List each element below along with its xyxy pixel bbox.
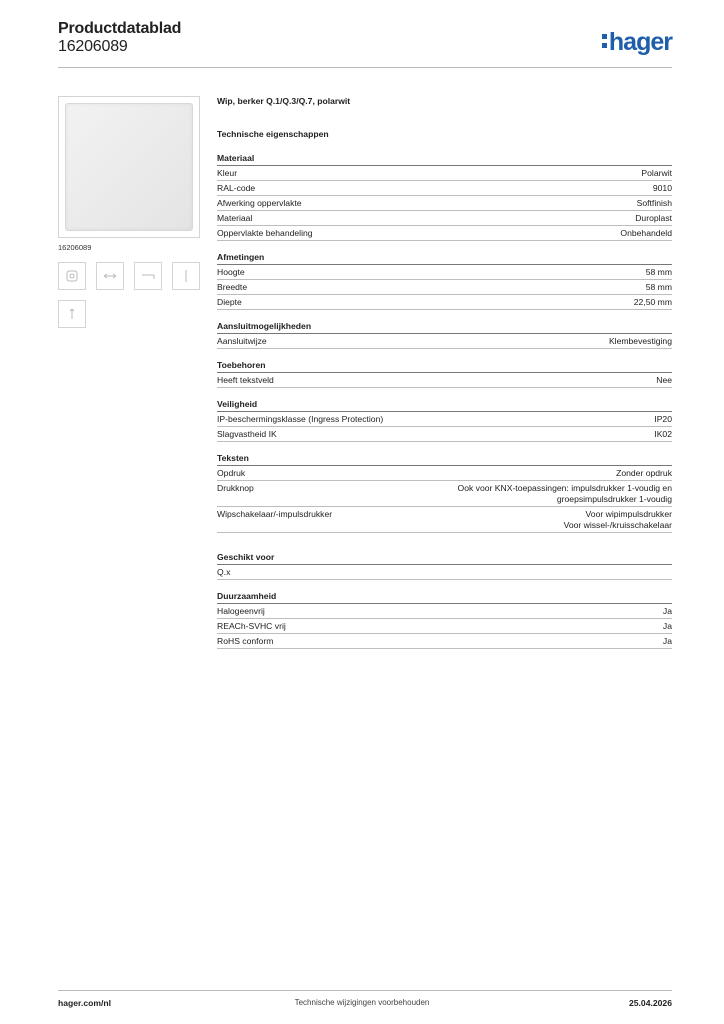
spec-row — [217, 166, 672, 181]
spec-row — [217, 565, 672, 580]
spec-section — [217, 360, 672, 388]
spec-label: Wipschakelaar/-impulsdrukker — [217, 509, 333, 519]
page-title: Productdatablad — [58, 20, 182, 37]
tech-properties-heading: Technische eigenschappen — [217, 129, 329, 139]
spec-label: Q.x — [217, 567, 231, 577]
section-title: Veiligheid — [217, 399, 672, 412]
section-title: Teksten — [217, 453, 672, 466]
spec-value: Ja — [662, 636, 672, 646]
spec-label: Afwerking oppervlakte — [217, 198, 302, 208]
hager-logo — [602, 28, 672, 57]
spec-row — [217, 604, 672, 619]
spec-row — [217, 412, 672, 427]
spec-value: 58 mm — [645, 267, 672, 277]
section-title: Aansluitmogelijkheden — [217, 321, 672, 334]
spec-sections — [217, 153, 672, 649]
product-image — [58, 96, 200, 238]
spec-row — [217, 334, 672, 349]
spec-value: Polarwit — [641, 168, 672, 178]
spec-row — [217, 466, 672, 481]
spec-row — [217, 295, 672, 310]
spec-label: REACh-SVHC vrij — [217, 621, 286, 631]
section-title: Geschikt voor — [217, 552, 672, 565]
spec-section — [217, 552, 672, 580]
footer-date: 25.04.2026 — [628, 998, 672, 1008]
spec-label: Halogeenvrij — [217, 606, 265, 616]
spec-label: RAL-code — [217, 183, 256, 193]
height-dimension-icon[interactable] — [134, 262, 162, 290]
product-front-icon[interactable] — [58, 262, 86, 290]
spec-section — [217, 252, 672, 310]
spec-value: Duroplast — [635, 213, 672, 223]
spec-value: Onbehandeld — [620, 228, 672, 238]
spec-value: 58 mm — [645, 282, 672, 292]
side-view-icon[interactable] — [58, 300, 86, 328]
spec-row — [217, 427, 672, 442]
spec-value: 22,50 mm — [633, 297, 672, 307]
spec-row — [217, 196, 672, 211]
spec-value: Softfinish — [636, 198, 672, 208]
spec-label: Heeft tekstveld — [217, 375, 274, 385]
spec-value: Ja — [662, 606, 672, 616]
footer-disclaimer: Technische wijzigingen voorbehouden — [294, 998, 430, 1007]
spec-content — [217, 96, 672, 660]
footer-website: hager.com/nl — [58, 998, 112, 1008]
footer-divider — [58, 990, 672, 991]
spec-row — [217, 211, 672, 226]
spec-label: Aansluitwijze — [217, 336, 267, 346]
spec-section — [217, 591, 672, 649]
section-title: Duurzaamheid — [217, 591, 672, 604]
logo-text: hager — [608, 28, 672, 56]
article-number: 16206089 — [58, 38, 128, 55]
spec-value: Nee — [656, 375, 672, 385]
spec-label: Hoogte — [217, 267, 245, 277]
spec-row — [217, 265, 672, 280]
spec-row — [217, 619, 672, 634]
spec-section — [217, 153, 672, 241]
spec-label: RoHS conform — [217, 636, 274, 646]
spec-label: Materiaal — [217, 213, 253, 223]
depth-dimension-icon[interactable] — [172, 262, 200, 290]
spec-label: Opdruk — [217, 468, 246, 478]
spec-section — [217, 453, 672, 533]
spec-value: Klembevestiging — [608, 336, 672, 346]
spec-value: Zonder opdruk — [616, 468, 672, 478]
product-name: Wip, berker Q.1/Q.3/Q.7, polarwit — [217, 96, 351, 106]
image-caption: 16206089 — [58, 243, 92, 252]
spec-row — [217, 481, 672, 507]
spec-label: Drukknop — [217, 483, 254, 493]
section-title: Toebehoren — [217, 360, 672, 373]
spec-value: IP20 — [654, 414, 672, 424]
spec-row — [217, 634, 672, 649]
spec-value: Ja — [662, 621, 672, 631]
section-title: Materiaal — [217, 153, 672, 166]
spec-row — [217, 181, 672, 196]
spec-section — [217, 321, 672, 349]
spec-value: Ook voor KNX-toepassingen: impulsdrukker 1-voudig en groepsimpulsdrukker 1-voudig — [457, 483, 672, 504]
product-plate-image — [65, 103, 193, 231]
width-dimension-icon[interactable] — [96, 262, 124, 290]
spec-row — [217, 373, 672, 388]
header-divider — [58, 67, 672, 68]
spec-label: IP-beschermingsklasse (Ingress Protection) — [217, 414, 384, 424]
spec-label: Diepte — [217, 297, 242, 307]
spec-label: Slagvastheid IK — [217, 429, 277, 439]
spec-row — [217, 280, 672, 295]
logo-colon-icon — [602, 34, 607, 48]
spec-section — [217, 399, 672, 442]
section-title: Afmetingen — [217, 252, 672, 265]
spec-value: Voor wipimpulsdrukker Voor wissel-/kruisschakelaar — [563, 509, 672, 530]
spec-row — [217, 507, 672, 533]
spec-value: IK02 — [654, 429, 672, 439]
spec-label: Breedte — [217, 282, 248, 292]
spec-row — [217, 226, 672, 241]
spec-label: Kleur — [217, 168, 238, 178]
spec-value: 9010 — [652, 183, 672, 193]
spec-label: Oppervlakte behandeling — [217, 228, 313, 238]
